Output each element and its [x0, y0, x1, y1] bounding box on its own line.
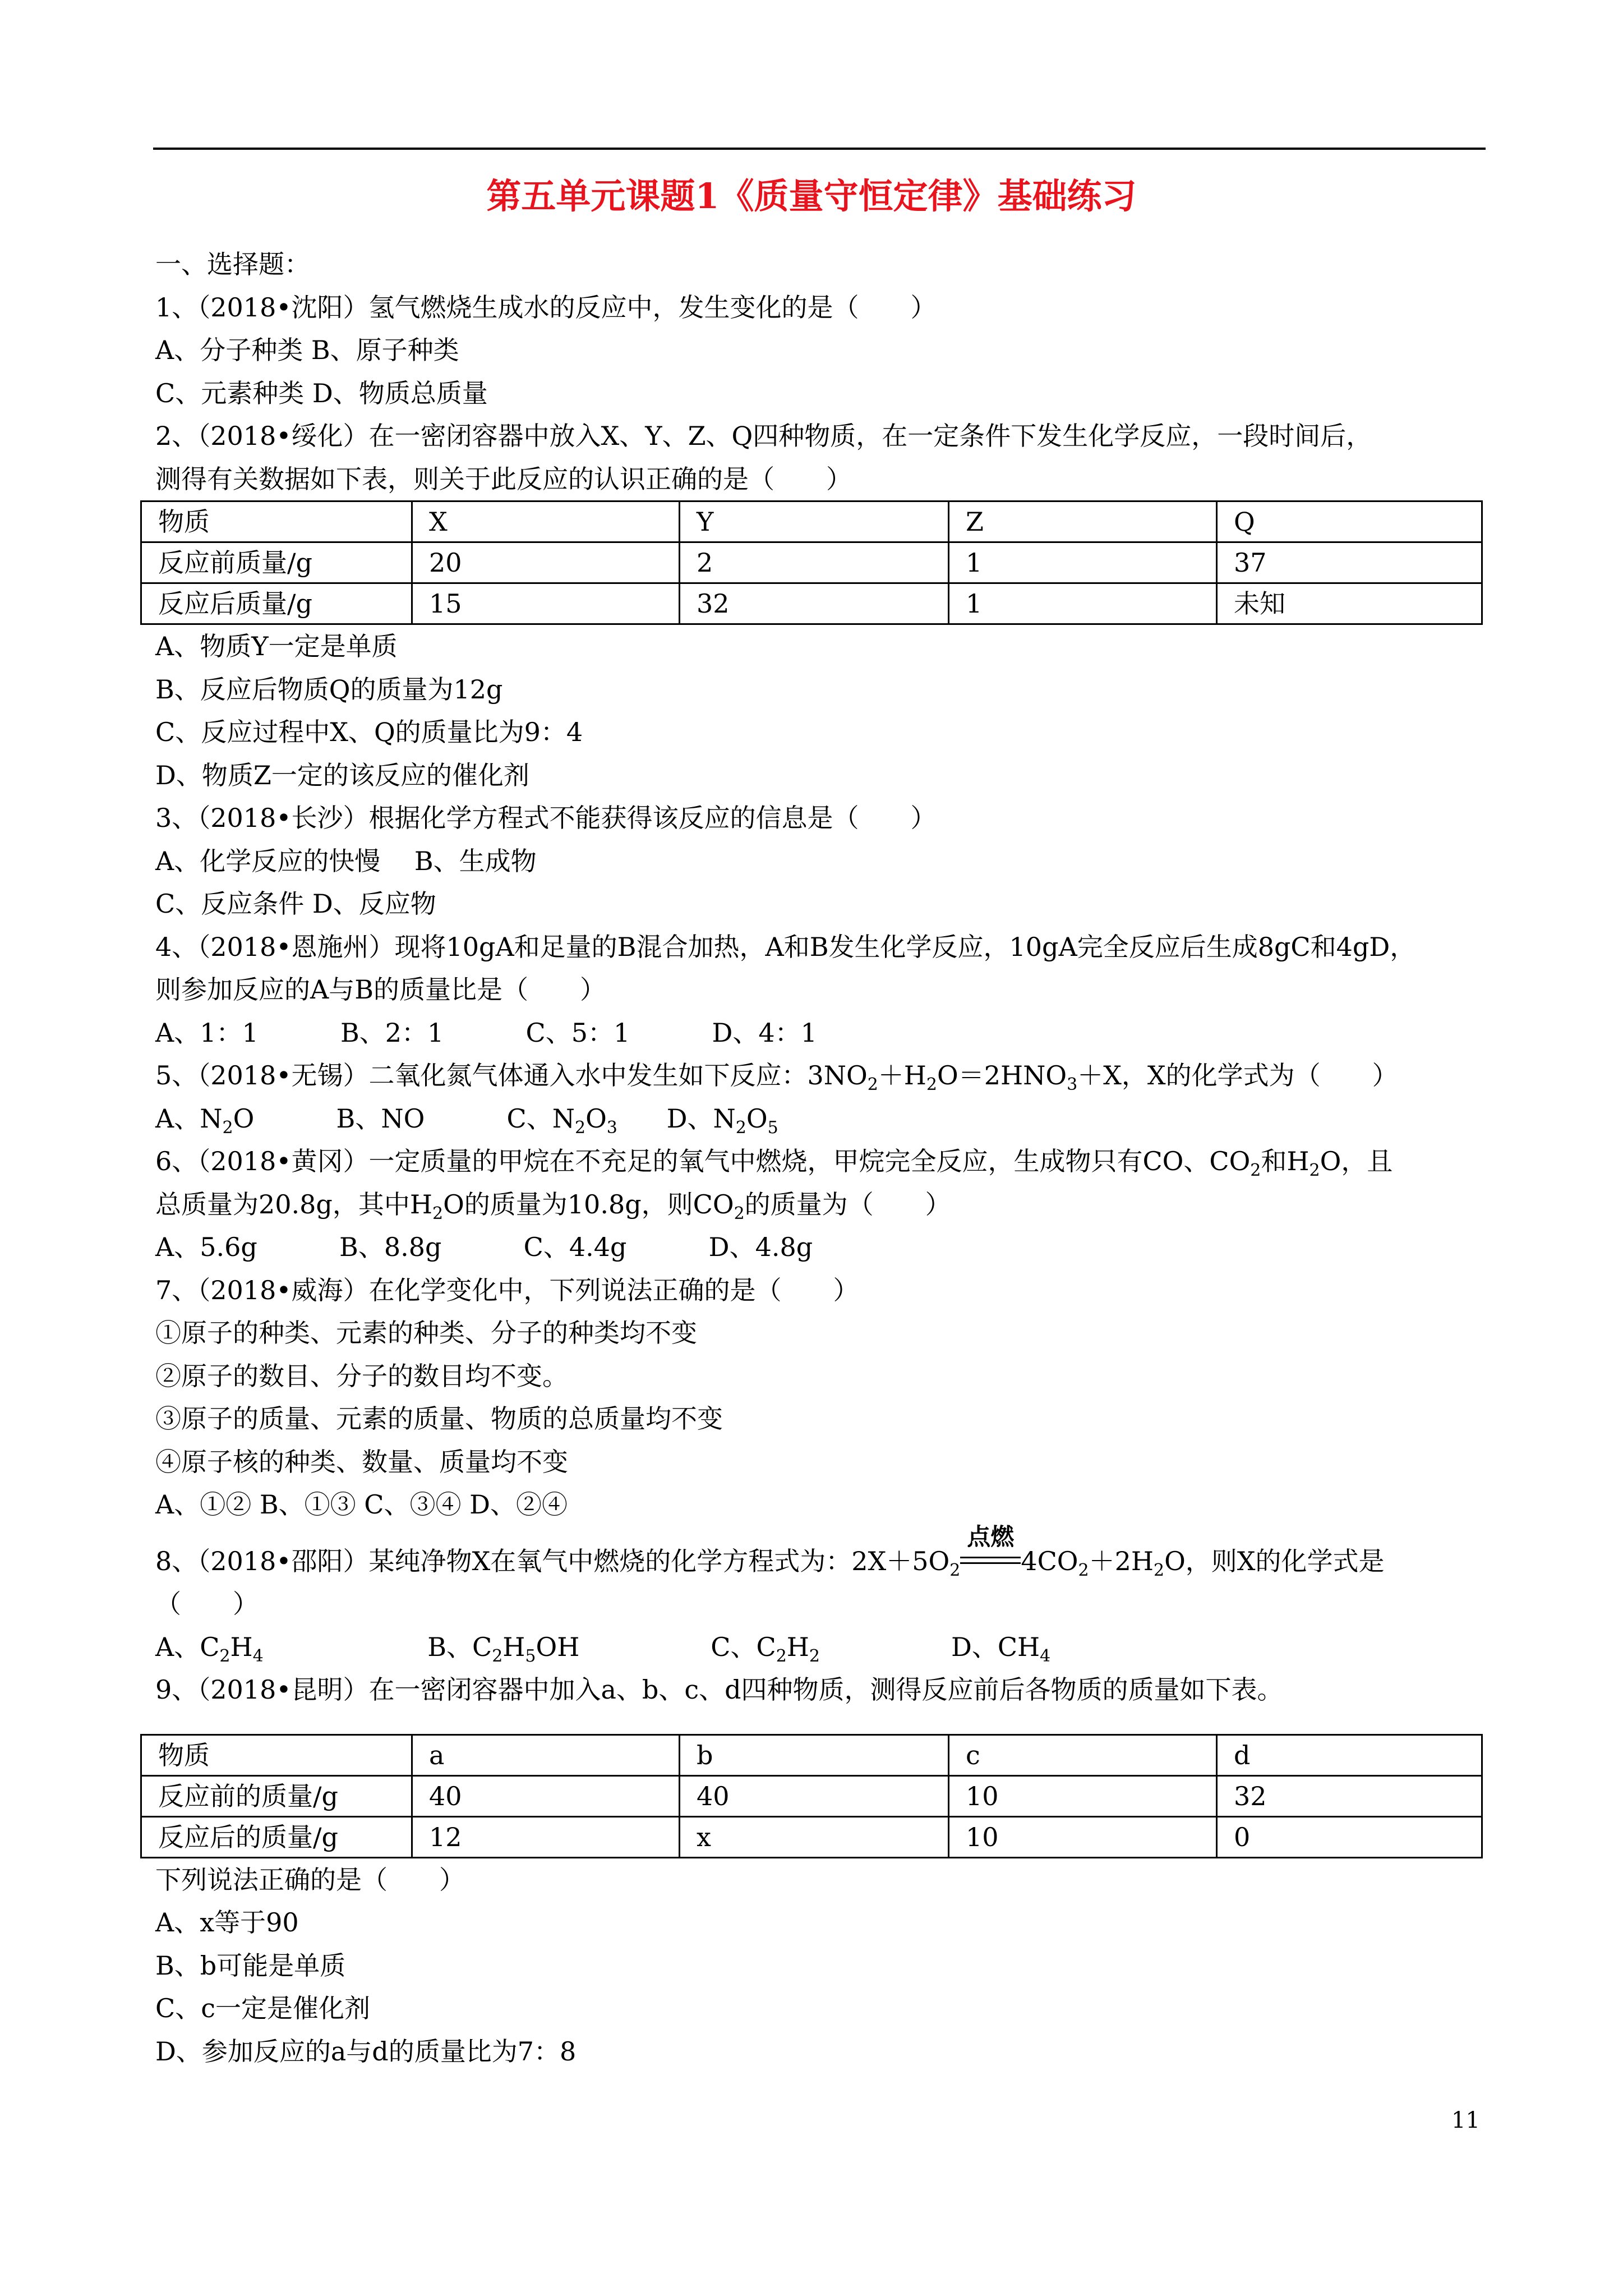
worksheet-body [155, 243, 1490, 2073]
table-cell: 12 [412, 1816, 680, 1857]
table-row [141, 1816, 1482, 1857]
q2-option-b: B、反应后物质Q的质量为12g [155, 674, 503, 705]
table-cell: 37 [1217, 542, 1482, 583]
q2-stem-line1: 2、（2018•绥化）在一密闭容器中放入X、Y、Z、Q四种物质，在一定条件下发生化学反应，一段时间后， [155, 421, 1372, 451]
table-cell: 反应后质量/g [141, 583, 412, 624]
table-cell: 10 [949, 1816, 1217, 1857]
table-cell: d [1217, 1734, 1482, 1775]
table-row [141, 1775, 1482, 1816]
q1-options-ab: A、分子种类 B、原子种类 [155, 335, 459, 365]
table-cell: Y [680, 501, 949, 542]
table-cell: 1 [949, 583, 1217, 624]
table-cell: 32 [1217, 1775, 1482, 1816]
q2-data-table [140, 500, 1483, 625]
table-cell: 物质 [141, 501, 412, 542]
q3-stem: 3、（2018•长沙）根据化学方程式不能获得该反应的信息是（ ） [155, 803, 937, 833]
table-cell: x [680, 1816, 949, 1857]
table-cell: 32 [680, 583, 949, 624]
q5-options: A、$N_2O$ B、NO C、$N_2O_3$ D、$N_2O_5$ [155, 1103, 778, 1138]
q7-statement-3: ③原子的质量、元素的质量、物质的总质量均不变 [155, 1404, 723, 1434]
q7-statement-2: ②原子的数目、分子的数目均不变。 [155, 1360, 568, 1391]
q3-options-ab: A、化学反应的快慢 B、生成物 [155, 845, 537, 876]
table-cell: 20 [412, 542, 680, 583]
q9-stem: 9、（2018•昆明）在一密闭容器中加入a、b、c、d四种物质，测得反应前后各物质的质量如下表。 [155, 1674, 1283, 1705]
page-number: 11 [1451, 2108, 1480, 2133]
table-cell: 反应前质量/g [141, 542, 412, 583]
table-row [141, 542, 1482, 583]
table-cell: 40 [412, 1775, 680, 1816]
table-cell: Q [1217, 501, 1482, 542]
q6-stem-line1: 6、（2018•黄冈）一定质量的甲烷在不充足的氧气中燃烧，甲烷完全反应，生成物只有CO、$CO_2$和$H_2O$，且 [155, 1146, 1393, 1180]
table-cell: 2 [680, 542, 949, 583]
q4-options: A、1：1 B、2：1 C、5：1 D、4：1 [155, 1017, 817, 1048]
q4-stem-line1: 4、（2018•恩施州）现将10gA和足量的B混合加热，A和B发生化学反应，10gA完全反应后生成8gC和4gD， [155, 931, 1416, 962]
table-cell: 10 [949, 1775, 1217, 1816]
q8-answer-paren: （ ） [155, 1589, 259, 1619]
reaction-condition-arrow: 点燃 [960, 1552, 1021, 1575]
q7-statement-1: ①原子的种类、元素的种类、分子的种类均不变 [155, 1318, 697, 1348]
table-cell: 15 [412, 583, 680, 624]
q1-stem: 1、（2018•沈阳）氢气燃烧生成水的反应中，发生变化的是（ ） [155, 292, 937, 323]
q6-options: A、5.6g B、8.8g C、4.4g D、4.8g [155, 1232, 813, 1262]
table-cell: c [949, 1734, 1217, 1775]
q9-prompt: 下列说法正确的是（ ） [155, 1864, 465, 1895]
q9-option-a: A、x等于90 [155, 1907, 299, 1938]
q3-options-cd: C、反应条件 D、反应物 [155, 889, 436, 919]
page-title: 第五单元课题1《质量守恒定律》基础练习 [486, 176, 1137, 217]
table-cell: 未知 [1217, 583, 1482, 624]
header-rule [153, 148, 1486, 150]
q9-data-table [140, 1734, 1483, 1858]
q5-stem: 5、（2018•无锡）二氧化氮气体通入水中发生如下反应：$3NO_2+H_2O=2HNO_3+X$，X的化学式为（ ） [155, 1060, 1398, 1094]
q7-options: A、①② B、①③ C、③④ D、②④ [155, 1489, 568, 1520]
section-heading: 一、选择题： [155, 249, 310, 279]
q8-stem: 8、（2018•邵阳）某纯净物X在氧气中燃烧的化学方程式为：$2X+5O_2$ 点燃 $4CO_2+2H_2O$，则X的化学式是 [155, 1522, 1385, 1580]
table-cell: 反应后的质量/g [141, 1816, 412, 1857]
q8-options: A、$C_2H_4$ B、$C_2H_5OH$ C、$C_2H_2$ D、$CH_4$ [155, 1631, 1051, 1666]
table-cell: X [412, 501, 680, 542]
q2-stem-line2: 测得有关数据如下表，则关于此反应的认识正确的是（ ） [155, 463, 852, 494]
q9-option-c: C、c一定是催化剂 [155, 1993, 370, 2023]
table-cell: 0 [1217, 1816, 1482, 1857]
q2-option-d: D、物质Z一定的该反应的催化剂 [155, 760, 529, 790]
q6-stem-line2: 总质量为20.8g，其中$H_2O$的质量为10.8g，则$CO_2$的质量为（ ） [155, 1189, 951, 1223]
table-header-row [141, 501, 1482, 542]
q7-statement-4: ④原子核的种类、数量、质量均不变 [155, 1446, 568, 1477]
q9-option-d: D、参加反应的a与d的质量比为7：8 [155, 2036, 577, 2067]
table-cell: 物质 [141, 1734, 412, 1775]
q2-option-c: C、反应过程中X、Q的质量比为9：4 [155, 717, 583, 747]
table-header-row [141, 1734, 1482, 1775]
table-cell: 40 [680, 1775, 949, 1816]
table-row [141, 583, 1482, 624]
table-cell: a [412, 1734, 680, 1775]
q4-stem-line2: 则参加反应的A与B的质量比是（ ） [155, 974, 606, 1005]
table-cell: b [680, 1734, 949, 1775]
table-cell: 1 [949, 542, 1217, 583]
q7-stem: 7、（2018•威海）在化学变化中，下列说法正确的是（ ） [155, 1274, 859, 1305]
q1-options-cd: C、元素种类 D、物质总质量 [155, 378, 488, 408]
q2-option-a: A、物质Y一定是单质 [155, 631, 398, 661]
table-cell: Z [949, 501, 1217, 542]
table-cell: 反应前的质量/g [141, 1775, 412, 1816]
q9-option-b: B、b可能是单质 [155, 1950, 346, 1981]
